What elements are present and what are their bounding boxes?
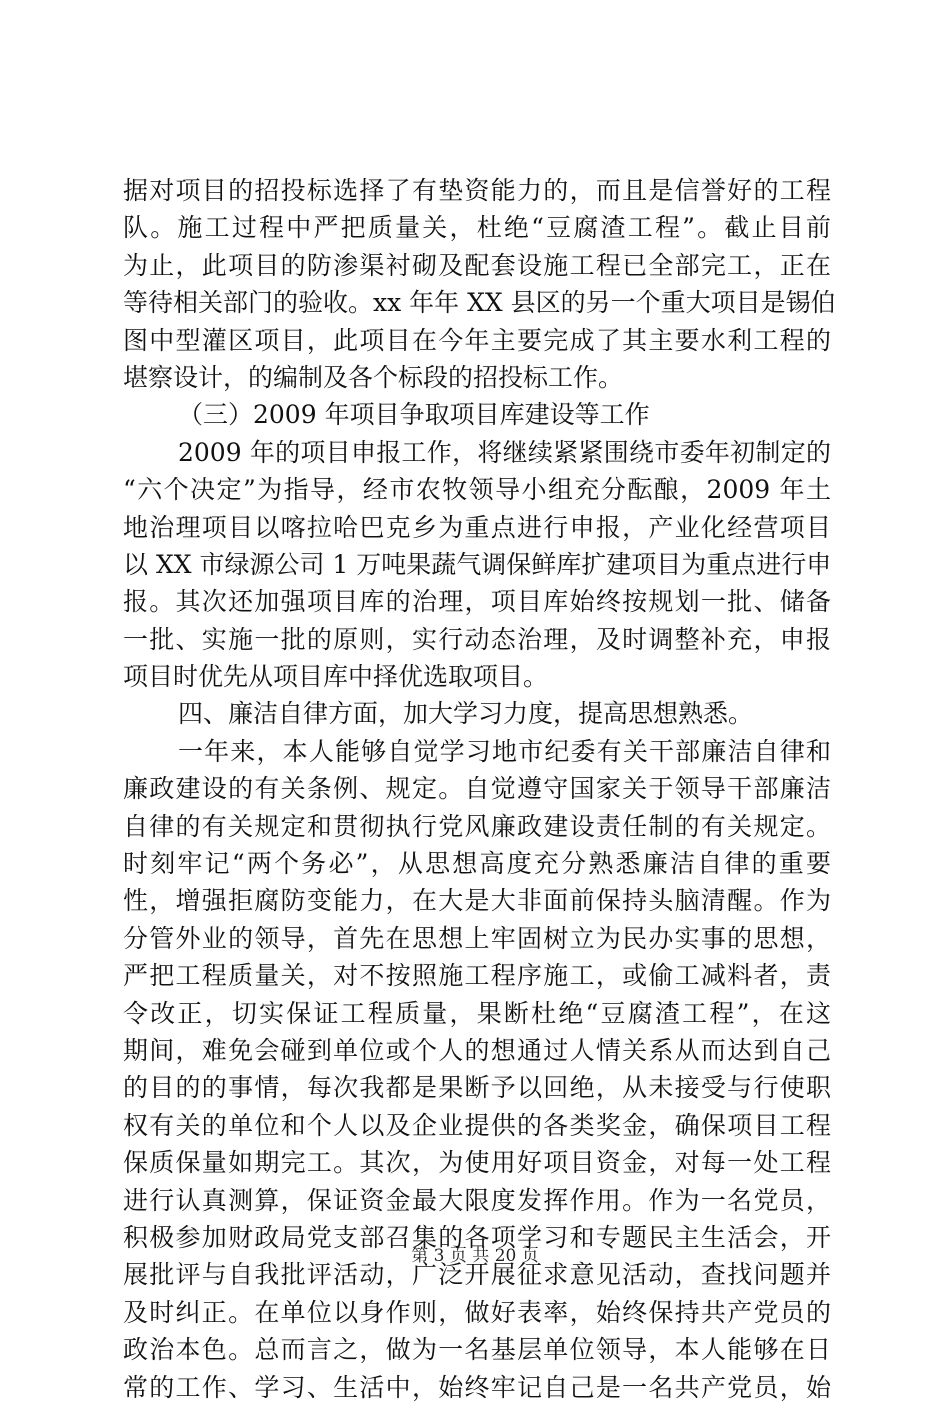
section-heading: （三）2009 年项目争取项目库建设等工作: [178, 400, 650, 430]
text-line: 及时纠正。在单位以身作则，做好表率，始终保持共产党员的: [123, 1297, 831, 1327]
text-line: 时刻牢记“两个务必”，从思想高度充分熟悉廉洁自律的重要: [123, 849, 831, 879]
text-line: 政治本色。总而言之，做为一名基层单位领导，本人能够在日: [123, 1335, 831, 1365]
text-line: 等待相关部门的验收。xx 年年 XX 县区的另一个重大项目是锡伯: [123, 288, 836, 318]
text-line: 图中型灌区项目，此项目在今年主要完成了其主要水利工程的: [123, 325, 831, 355]
text-line: 常的工作、学习、生活中，始终牢记自己是一名共产党员，始: [123, 1372, 831, 1402]
text-line: 以 XX 市绿源公司 1 万吨果蔬气调保鲜库扩建项目为重点进行申: [123, 549, 832, 579]
text-line: 为止，此项目的防渗渠衬砌及配套设施工程已全部完工，正在: [123, 250, 831, 280]
text-line: 期间，难免会碰到单位或个人的想通过人情关系从而达到自己: [123, 1035, 831, 1065]
text-line: 分管外业的领导，首先在思想上牢固树立为民办实事的思想，: [123, 923, 831, 953]
page-number-footer: 第 3 页 共 20 页: [411, 1246, 539, 1266]
text-line: 报。其次还加强项目库的治理，项目库始终按规划一批、储备: [123, 587, 831, 617]
text-line: 令改正，切实保证工程质量，果断杜绝“豆腐渣工程”，在这: [123, 998, 831, 1028]
body-text: [123, 172, 836, 1406]
text-line: 展批评与自我批评活动，广泛开展征求意见活动，查找问题并: [123, 1260, 831, 1290]
text-line: 的目的的事情，每次我都是果断予以回绝，从未接受与行使职: [123, 1073, 831, 1103]
text-line: 堪察设计，的编制及各个标段的招投标工作。: [123, 362, 624, 392]
text-line: 自律的有关规定和贯彻执行党风廉政建设责任制的有关规定。: [123, 811, 831, 841]
text-line: 一批、实施一批的原则，实行动态治理，及时调整补充，申报: [123, 624, 831, 654]
text-line: 性，增强拒腐防变能力，在大是大非面前保持头脑清醒。作为: [123, 886, 831, 916]
text-line: 队。施工过程中严把质量关，杜绝“豆腐渣工程”。截止目前: [123, 213, 831, 243]
text-line: 进行认真测算，保证资金最大限度发挥作用。作为一名党员，: [123, 1185, 831, 1215]
text-line: 积极参加财政局党支部召集的各项学习和专题民主生活会，开: [123, 1222, 831, 1252]
text-line: 廉政建设的有关条例、规定。自觉遵守国家关于领导干部廉洁: [123, 774, 831, 804]
text-line: 保质保量如期完工。其次，为使用好项目资金，对每一处工程: [123, 1148, 831, 1178]
text-line: 严把工程质量关，对不按照施工程序施工，或偷工减料者，责: [123, 961, 831, 991]
text-line: “六个决定”为指导，经市农牧领导小组充分酝酿，2009 年土: [123, 475, 831, 505]
text-line: 一年来，本人能够自觉学习地市纪委有关干部廉洁自律和: [178, 736, 831, 766]
text-line: 项目时优先从项目库中择优选取项目。: [123, 662, 549, 692]
text-line: 权有关的单位和个人以及企业提供的各类奖金，确保项目工程: [123, 1110, 831, 1140]
text-line: 据对项目的招投标选择了有垫资能力的，而且是信誉好的工程: [123, 176, 831, 205]
text-line: 地治理项目以喀拉哈巴克乡为重点进行申报，产业化经营项目: [123, 512, 831, 542]
text-line: 2009 年的项目申报工作，将继续紧紧围绕市委年初制定的: [178, 437, 831, 467]
section-heading: 四、廉洁自律方面，加大学习力度，提高思想熟悉。: [178, 699, 754, 729]
